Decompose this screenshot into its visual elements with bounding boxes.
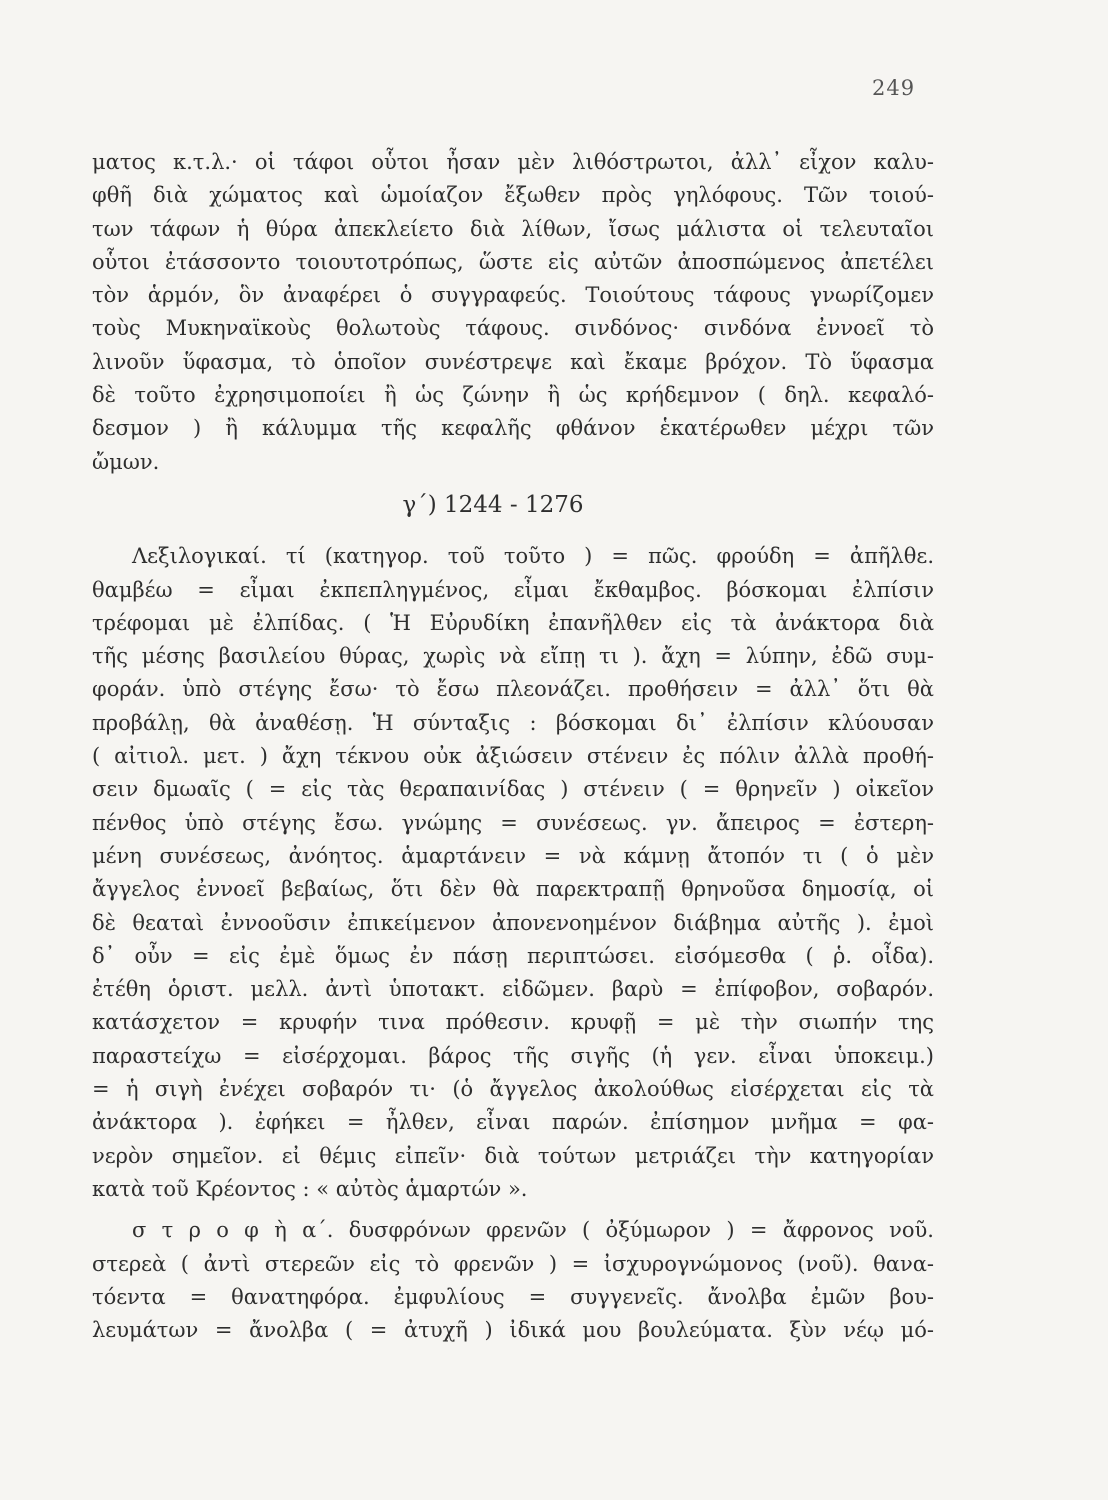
paragraph-3 [92,1214,934,1347]
text-line: φθῆ διὰ χώματος καὶ ὡμοίαζον ἔξωθεν πρὸς γηλόφους. Τῶν τοιού- [92,183,934,208]
text-line: κατάσχετον = κρυφήν τινα πρόθεσιν. κρυφῇ = μὲ τὴν σιωπήν της [92,1010,934,1035]
text-line: δὲ θεαταὶ ἐννοοῦσιν ἐπικείμενον ἀπονενοημένον διάβημα αὐτῆς ). ἐμοὶ [92,910,934,935]
text-line: πένθος ὑπὸ στέγης ἔσω. γνώμης = συνέσεως. γν. ἄπειρος = ἐστερη- [92,810,934,835]
text-line: νερὸν σημεῖον. εἰ θέμις εἰπεῖν· διὰ τούτων μετριάζει τὴν κατηγορίαν [92,1143,934,1168]
text-line: τρέφομαι μὲ ἐλπίδας. ( Ἡ Εὐρυδίκη ἐπανῆλθεν εἰς τὰ ἀνάκτορα διὰ [92,610,934,635]
text-line: λινοῦν ὕφασμα, τὸ ὁποῖον συνέστρεψε καὶ ἔκαμε βρόχον. Τὸ ὕφασμα [92,349,934,374]
text-line: δεσμον ) ἢ κάλυμμα τῆς κεφαλῆς φθάνον ἑκατέρωθεν μέχρι τῶν [92,416,934,441]
text-line: των τάφων ἡ θύρα ἀπεκλείετο διὰ λίθων, ἴσως μάλιστα οἱ τελευταῖοι [92,216,934,241]
paragraph-2 [92,540,934,1206]
text-line: οὗτοι ἐτάσσοντο τοιουτοτρόπως, ὥστε εἰς αὐτῶν ἀποσπώμενος ἀπετέλει [92,249,934,274]
text-line: λευμάτων = ἄνολβα ( = ἀτυχῆ ) ἰδικά μου βουλεύματα. ξὺν νέῳ μό- [92,1318,934,1343]
text-line: = ἡ σιγὴ ἐνέχει σοβαρόν τι· (ὁ ἄγγελος ἀκολούθως εἰσέρχεται εἰς τὰ [92,1077,934,1102]
text-line: παραστείχω = εἰσέρχομαι. βάρος τῆς σιγῆς (ἡ γεν. εἶναι ὑποκειμ.) [92,1043,934,1068]
text-line: τοὺς Μυκηναϊκοὺς θολωτοὺς τάφους. σινδόνος· σινδόνα ἐννοεῖ τὸ [92,316,934,341]
page-number: 249 [872,76,916,100]
text-line: ἄγγελος ἐννοεῖ βεβαίως, ὅτι δὲν θὰ παρεκτραπῇ θρηνοῦσα δημοσίᾳ, οἱ [92,877,934,902]
text-line: προβάλῃ, θὰ ἀναθέσῃ. Ἡ σύνταξις : βόσκομαι δι᾽ ἐλπίσιν κλύουσαν [92,710,934,735]
paragraph-1 [92,146,934,479]
text-line: σειν δμωαῖς ( = εἰς τὰς θεραπαινίδας ) στένειν ( = θρηνεῖν ) οἰκεῖον [92,777,934,802]
text-line: ἀνάκτορα ). ἐφήκει = ἦλθεν, εἶναι παρών. ἐπίσημον μνῆμα = φα- [92,1110,934,1135]
text-line: σ τ ρ ο φ ὴ α΄. δυσφρόνων φρενῶν ( ὀξύμωρον ) = ἄφρονος νοῦ. [132,1218,934,1243]
text-line: ματος κ.τ.λ.· οἱ τάφοι οὗτοι ἦσαν μὲν λιθόστρωτοι, ἀλλ᾽ εἶχον καλυ- [92,150,934,174]
text-line: μένη συνέσεως, ἀνόητος. ἁμαρτάνειν = νὰ κάμνῃ ἄτοπόν τι ( ὁ μὲν [92,843,934,868]
page-text [92,146,934,1347]
text-line: φοράν. ὑπὸ στέγης ἔσω· τὸ ἔσω πλεονάζει. προθήσειν = ἀλλ᾽ ὅτι θὰ [92,677,934,702]
text-line: τόεντα = θανατηφόρα. ἐμφυλίους = συγγενεῖς. ἄνολβα ἐμῶν βου- [92,1284,934,1309]
text-line: ( αἰτιολ. μετ. ) ἄχη τέκνου οὐκ ἀξιώσειν στένειν ἐς πόλιν ἀλλὰ προθή- [92,744,934,769]
text-line: στερεὰ ( ἀντὶ στερεῶν εἰς τὸ φρενῶν ) = ἰσχυρογνώμονος (νοῦ). θανα- [92,1251,934,1276]
text-line: τῆς μέσης βασιλείου θύρας, χωρὶς νὰ εἴπῃ τι ). ἄχη = λύπην, ἐδῶ συμ- [92,644,934,669]
text-line: δ᾽ οὖν = εἰς ἐμὲ ὅμως ἐν πάσῃ περιπτώσει. εἰσόμεσθα ( ῥ. οἶδα). [92,943,934,968]
text-line: ὤμων. [92,449,160,474]
text-line: τὸν ἁρμόν, ὃν ἀναφέρει ὁ συγγραφεύς. Τοιούτους τάφους γνωρίζομεν [92,283,934,308]
text-line: δὲ τοῦτο ἐχρησιμοποίει ἢ ὡς ζώνην ἢ ὡς κρήδεμνον ( δηλ. κεφαλό- [92,383,934,408]
text-line: θαμβέω = εἶμαι ἐκπεπληγμένος, εἶμαι ἔκθαμβος. βόσκομαι ἐλπίσιν [92,577,934,602]
section-heading: γ΄) 1244 - 1276 [402,491,584,518]
text-line: κατὰ τοῦ Κρέοντος : « αὐτὸς ἁμαρτών ». [92,1176,528,1201]
text-line: ἐτέθη ὁριστ. μελλ. ἀντὶ ὑποτακτ. εἰδῶμεν. βαρὺ = ἐπίφοβον, σοβαρόν. [92,977,934,1002]
text-line: Λεξιλογικαί. τί (κατηγορ. τοῦ τοῦτο ) = πῶς. φρούδη = ἀπῆλθε. [132,544,934,569]
